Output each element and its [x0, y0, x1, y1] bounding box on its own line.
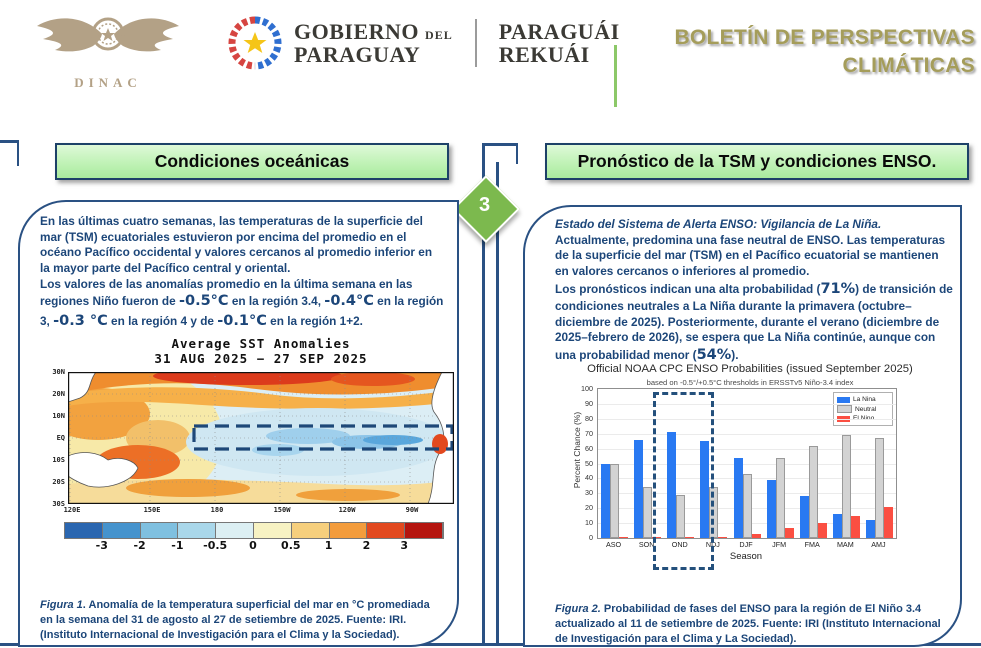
x-tick: OND [671, 540, 688, 549]
legend-label: Neutral [855, 405, 877, 413]
y-tick: 60 [585, 443, 593, 453]
page-title-line1: BOLETÍN DE PERSPECTIVAS [674, 26, 975, 49]
left-section-header [55, 143, 449, 180]
map-colorbar [64, 522, 444, 539]
colorbar-tick: 0.5 [281, 539, 301, 552]
page-title [600, 24, 975, 81]
colorbar-segment [292, 523, 330, 538]
bar-la-nina [767, 480, 776, 538]
lon-tick: 120W [338, 506, 356, 514]
lat-tick: 10N [52, 412, 65, 420]
figure1-label: Figura 1 [40, 599, 83, 611]
y-tick: 10 [585, 518, 593, 528]
y-tick: 30 [585, 488, 593, 498]
enso-paragraphs [555, 217, 955, 365]
dinac-wings-icon [33, 4, 183, 76]
x-tick: FMA [804, 540, 820, 549]
figure2-label: Figura 2. [555, 603, 601, 615]
bar-el-nino [785, 528, 794, 538]
enso-forecast-panel [523, 205, 962, 647]
y-tick: 70 [585, 428, 593, 438]
colorbar-tick: 2 [362, 539, 371, 552]
x-tick: DJF [739, 540, 753, 549]
lon-tick: 90W [405, 506, 419, 514]
legend-entry [837, 396, 889, 403]
colorbar-segment [103, 523, 141, 538]
anomaly-nino12: -0.1°C [217, 312, 267, 329]
anomaly-nino3: -0.4°C [324, 293, 374, 310]
map-title: Average SST Anomalies [171, 336, 351, 351]
page-title-line2: CLIMÁTICAS [842, 54, 975, 78]
legend-swatch [837, 397, 850, 403]
lat-tick: 20N [52, 390, 65, 398]
bar-neutral [776, 458, 785, 538]
paraguay-emblem-icon [228, 16, 282, 70]
y-tick: 40 [585, 473, 593, 483]
enso-probability-chart [597, 388, 897, 539]
legend-entry [837, 405, 889, 413]
colorbar-tick: -0.5 [203, 539, 228, 552]
left-section-title: Condiciones oceánicas [154, 151, 350, 171]
colorbar-tick: 0 [249, 539, 257, 552]
dinac-logo [28, 4, 188, 104]
bar-el-nino [752, 534, 761, 538]
y-tick: 80 [585, 413, 593, 423]
colorbar-segment [141, 523, 179, 538]
mid-bracket-vertical-short [516, 143, 519, 164]
lat-tick: EQ [56, 434, 65, 442]
ocean-conditions-panel [18, 200, 459, 647]
ocean-paragraphs [40, 214, 444, 331]
bar-la-nina [601, 464, 610, 539]
probability-spring: 71% [820, 280, 856, 297]
dinac-label: DINAC [74, 75, 142, 90]
colorbar-segment [65, 523, 103, 538]
left-bracket-vertical [17, 140, 20, 166]
bar-neutral [643, 487, 652, 538]
bar-el-nino [718, 537, 727, 538]
colorbar-segment [405, 523, 443, 538]
gridline [598, 434, 896, 435]
colorbar-segment [330, 523, 368, 538]
bar-neutral [610, 464, 619, 539]
anomaly-nino4: -0.3 °C [53, 312, 108, 329]
bar-la-nina [866, 520, 875, 538]
colorbar-segment [216, 523, 254, 538]
enso-alert-status: Estado del Sistema de Alerta ENSO: Vigilancia de La Niña. [555, 217, 882, 231]
mid-vertical-rule-2 [496, 162, 499, 643]
y-tick: 0 [589, 533, 593, 542]
x-tick: MAM [836, 540, 854, 549]
enso-chart-legend [833, 392, 893, 426]
colorbar-segment [254, 523, 292, 538]
x-tick: AMJ [871, 540, 886, 549]
colorbar-segment [178, 523, 216, 538]
gov-word-del: DEL [425, 27, 453, 42]
anomaly-nino34: -0.5°C [178, 293, 229, 310]
y-tick: 20 [585, 503, 593, 513]
bar-la-nina [734, 458, 743, 538]
figure2-caption: Figura 2. Probabilidad de fases del ENSO para la región de El Niño 3.4 actualizado al 11 de setiembre de 2025. Fuente: IRI (Instituto Internacional de Investigación para el Clima y La Sociedad). [555, 603, 941, 645]
lat-tick: 20S [52, 478, 65, 486]
gov-word-rekuai: REKUÁI [498, 42, 590, 67]
ond-highlight-box [653, 392, 714, 570]
gridline [598, 419, 896, 420]
bar-la-nina [800, 496, 809, 538]
enso-chart-title: Official NOAA CPC ENSO Probabilities (issued September 2025) [587, 363, 913, 375]
gridline [598, 404, 896, 405]
bar-neutral [743, 474, 752, 538]
ocean-paragraph-2: Los valores de las anomalías promedio en la última semana en las regiones Niño fueron de -0.5°C en la región 3.4, -0.4°C en la región 3, -0.3 °C en la región 4 y de -0.1°C en la región 1+2. [40, 276, 444, 329]
bar-el-nino [851, 516, 860, 538]
paraguay-government-logo [228, 12, 620, 74]
enso-paragraph-2: Los pronósticos indican una alta probabilidad (71%) de transición de condiciones neutrales a La Niña durante la primavera (octubre–diciembre de 2025). Posteriormente, durante el verano (diciembre de 2025–febrero de 2026), se espera que La Niña continúe, aunque con una probabilidad menor (54%). [555, 280, 953, 364]
bar-el-nino [619, 537, 628, 538]
bar-la-nina [833, 514, 842, 538]
x-tick: JFM [772, 540, 787, 549]
colorbar-tick: 1 [324, 539, 333, 552]
colorbar-tick: -3 [95, 539, 108, 552]
bar-neutral [875, 438, 884, 538]
lat-tick: 10S [52, 456, 65, 464]
gov-word-paraguay: PARAGUAY [294, 42, 421, 67]
bar-neutral [809, 446, 818, 538]
enso-chart-subtitle: based on -0.5°/+0.5°C thresholds in ERSSTv5 Niño-3.4 index [646, 378, 854, 387]
x-tick: ASO [605, 540, 622, 549]
colorbar-tick: -1 [171, 539, 184, 552]
lon-tick: 120E [63, 506, 81, 514]
logo-divider [475, 19, 477, 67]
legend-label: La Nina [853, 396, 876, 403]
government-wordmark [294, 20, 453, 66]
x-tick: SON [638, 540, 655, 549]
bar-neutral [842, 435, 851, 538]
right-section-header [545, 143, 969, 180]
right-section-title: Pronóstico de la TSM y condiciones ENSO. [577, 151, 937, 171]
colorbar-tick: -2 [133, 539, 146, 552]
bar-la-nina [634, 440, 643, 538]
enso-chart-xlabel: Season [729, 551, 763, 562]
ocean-paragraph-1: En las últimas cuatro semanas, las temperaturas de la superficie del mar (TSM) ecuatoriales estuvieron por encima del promedio en el océano Pacífico occidental y valores cercanos al promedio inferior en la mayor parte del Pacífico central y oriental. [40, 214, 433, 276]
lat-tick: 30N [52, 368, 65, 376]
legend-swatch [837, 405, 852, 413]
colorbar-tick: 3 [400, 539, 409, 552]
y-tick: 100 [581, 384, 593, 393]
probability-summer: 54% [696, 347, 732, 364]
map-date-range: 31 AUG 2025 − 27 SEP 2025 [154, 351, 368, 366]
lat-tick: 30S [52, 500, 65, 508]
enso-chart-ylabel: Percent Chance (%) [572, 411, 582, 489]
gov-word-paraguai: PARAGUÁI [498, 18, 620, 44]
y-tick: 90 [585, 398, 593, 408]
bar-el-nino [884, 507, 893, 538]
lon-tick: 150W [273, 506, 291, 514]
figure1-caption: Figura 1. Anomalía de la temperatura superficial del mar en °C promediada en la semana del 31 de agosto al 27 de setiembre de 2025. Fuente: IRI. (Instituto Internacional de Investigación para el Clima y la Sociedad). [40, 599, 430, 641]
step-badge-number: 3 [478, 194, 491, 216]
lon-tick: 150E [143, 506, 161, 514]
x-tick: NDJ [705, 540, 720, 549]
bar-el-nino [818, 523, 827, 538]
mid-bracket-horizontal [482, 143, 518, 146]
colorbar-segment [367, 523, 405, 538]
gov-word-gobierno: GOBIERNO [294, 18, 420, 44]
lon-tick: 180 [210, 506, 224, 514]
enso-paragraph-1: Actualmente, predomina una fase neutral de ENSO. Las temperaturas de la superficie del mar (TSM) en el Pacífico ecuatorial se mantienen en valores cercanos o inferiores al promedio. [555, 232, 946, 279]
sst-anomaly-map [68, 372, 454, 504]
y-tick: 50 [585, 458, 593, 468]
